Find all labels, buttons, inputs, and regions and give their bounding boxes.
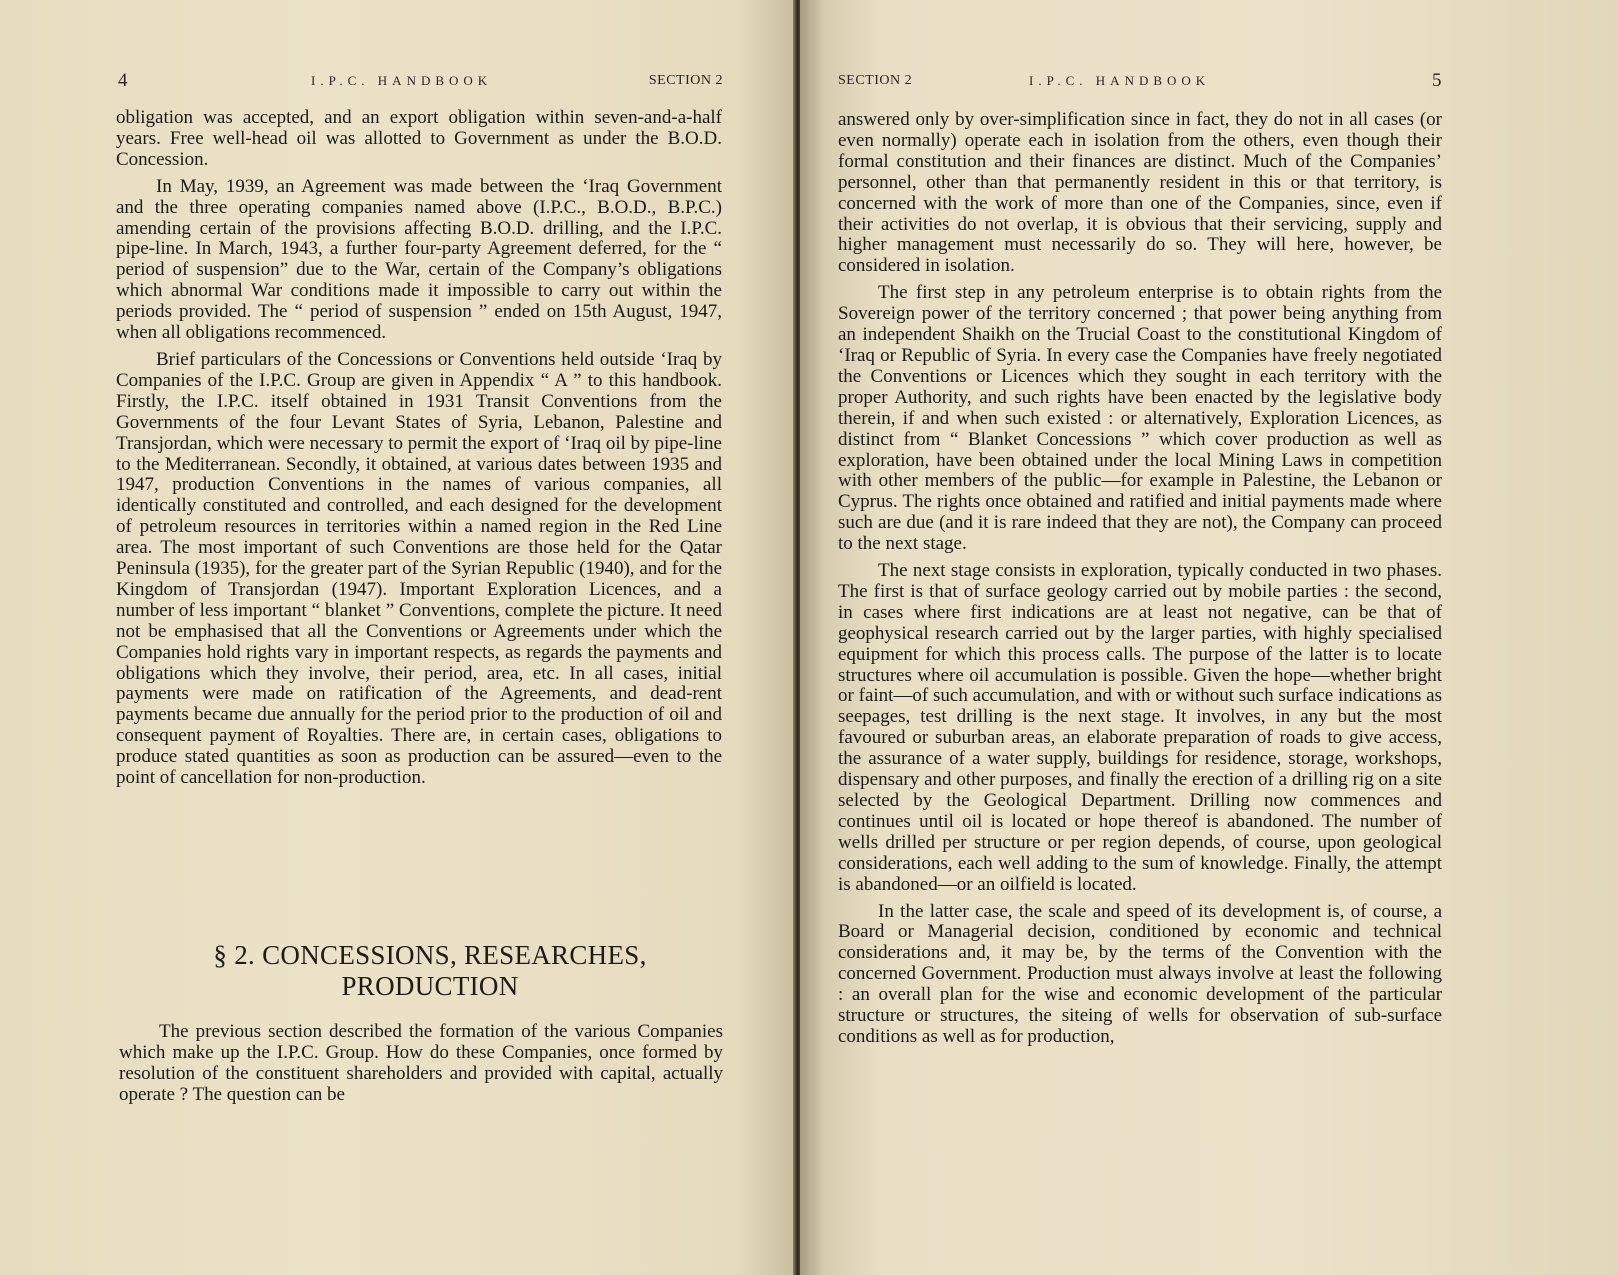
right-page-number: 5 (1432, 70, 1442, 91)
right-section-label: SECTION 2 (838, 73, 913, 88)
section-heading (120, 940, 740, 1002)
body-paragraph: answered only by over-simplification since in fact, they do not in all cases (or even normally) operate each in isolation from the others, even though their formal constitution and their finances are distinct. Much of the Companies’ personnel, other than that permanently resident in this or that territory, is concerned with the work of more than one of the Companies, since, even if their activities do not overlap, it is obvious that their servicing, supply and higher management must necessarily do so. They will here, however, be considered in isolation. (838, 109, 1442, 277)
section-heading-line-1: § 2. CONCESSIONS, RESEARCHES, (213, 940, 647, 970)
right-page-header (838, 70, 1442, 95)
body-paragraph: Brief particulars of the Concessions or Conventions held outside ‘Iraq by Companies of the I.P.C. Group are given in Appendix “ A ” to this handbook. Firstly, the I.P.C. itself obtained in 1931 Transit Conventions from the Governments of the four Levant States of Syria, Lebanon, Palestine and Transjordan, which were necessary to permit the export of ‘Iraq oil by pipe-line to the Mediterranean. Secondly, it obtained, at various dates between 1935 and 1947, production Conventions in the names of various companies, all identically constituted and controlled, and each designed for the development of petroleum resources in territories within a named region in the Red Line area. The most important of such Conventions are those held for the Qatar Peninsula (1935), for the greater part of the Syrian Republic (1940), and for the Kingdom of Transjordan (1947). Important Exploration Licences, and a number of less important “ blanket ” Conventions, complete the picture. It need not be emphasised that all the Conventions or Agreements under which the Companies hold rights vary in important respects, as regards the payments and obligations which they involve, their period, area, etc. In all cases, initial payments were made on ratification of the Agreements, and dead-rent payments became due annually for the period prior to the production of oil and consequent payment of Royalties. There are, in certain cases, obligations to produce stated quantities as soon as production can be assured—even to the point of cancellation for non-production. (116, 348, 722, 789)
right-page (800, 0, 1618, 1275)
left-page-number: 4 (118, 70, 128, 91)
left-running-title: I.P.C. HANDBOOK (311, 73, 493, 88)
section-heading-line-2: PRODUCTION (341, 971, 519, 1001)
body-paragraph: The next stage consists in exploration, typically conducted in two phases. The first is that of surface geology carried out by mobile parties : the second, in cases where first indications are at least not negative, can be that of geophysical research carried out by the larger parties, with highly specialised equipment for which this process calls. The purpose of the latter is to locate structures where oil accumulation is possible. Given the hope—whether bright or faint—of such accumulation, and with or without such surface indications as seepages, test drilling is the next stage. It involves, in any but the most favoured or suburban areas, an elaborate preparation of roads to give access, the assurance of a water supply, buildings for residence, storage, workshops, dispensary and other purposes, and finally the erection of a drilling rig on a site selected by the Geological Department. Drilling now commences and continues until oil is located or hope thereof is abandoned. The number of wells drilled per structure or per region depends, of course, upon geological considerations, each well adding to the sum of knowledge. Finally, the attempt is abandoned—or an oilfield is located. (838, 560, 1442, 895)
right-running-title: I.P.C. HANDBOOK (1029, 73, 1211, 88)
body-paragraph: In the latter case, the scale and speed of its development is, of course, a Board or Managerial decision, conditioned by economic and technical considerations and, it may be, by the terms of the Convention with the concerned Government. Production must always involve at least the following : an overall plan for the wise and economic development of the particular structure or structures, the siteing of wells for observation of sub-surface conditions as well as for production, (838, 900, 1442, 1047)
left-page-header (118, 70, 723, 95)
body-paragraph: In May, 1939, an Agreement was made between the ‘Iraq Government and the three operating companies named above (I.P.C., B.O.D., B.P.C.) amending certain of the provisions affecting B.O.D. drilling, and the I.P.C. pipe-line. In March, 1943, a further four-party Agreement deferred, for the “ period of suspension” due to the War, certain of the Company’s obligations which abnormal War conditions made it impossible to carry out within the periods provided. The “ period of suspension ” ended on 15th August, 1947, when all obligations recommenced. (116, 175, 722, 344)
body-paragraph: The previous section described the formation of the various Companies which make up the I.P.C. Group. How do these Companies, once formed by resolution of the constituent shareholders and provided with capital, actually operate ? The question can be (119, 1021, 723, 1105)
section-intro-text (119, 1022, 723, 1112)
right-body-text (838, 110, 1442, 1054)
body-paragraph: obligation was accepted, and an export obligation within seven-and-a-half years. Free well-head oil was allotted to Government as under the B.O.D. Concession. (116, 107, 722, 170)
left-body-text (116, 108, 722, 795)
left-page (0, 0, 800, 1275)
left-section-label: SECTION 2 (648, 73, 723, 88)
body-paragraph: The first step in any petroleum enterprise is to obtain rights from the Sovereign power of the territory concerned ; that power being anything from an independent Shaikh on the Trucial Coast to the constitutional Kingdom of ‘Iraq or Republic of Syria. In every case the Companies have freely negotiated the Conventions or Licences which they sought in each territory with the proper Authority, and such rights have been enacted by the legislative body therein, if and when such existed : or alternatively, Exploration Licences, as distinct from “ Blanket Concessions ” which cover production as well as exploration, have been obtained under the local Mining Laws in competition with other members of the public—for example in Palestine, the Lebanon or Cyprus. The rights once obtained and ratified and initial payments made where such are due (and it is rare indeed that they are not), the Company can proceed to the next stage. (838, 282, 1442, 555)
